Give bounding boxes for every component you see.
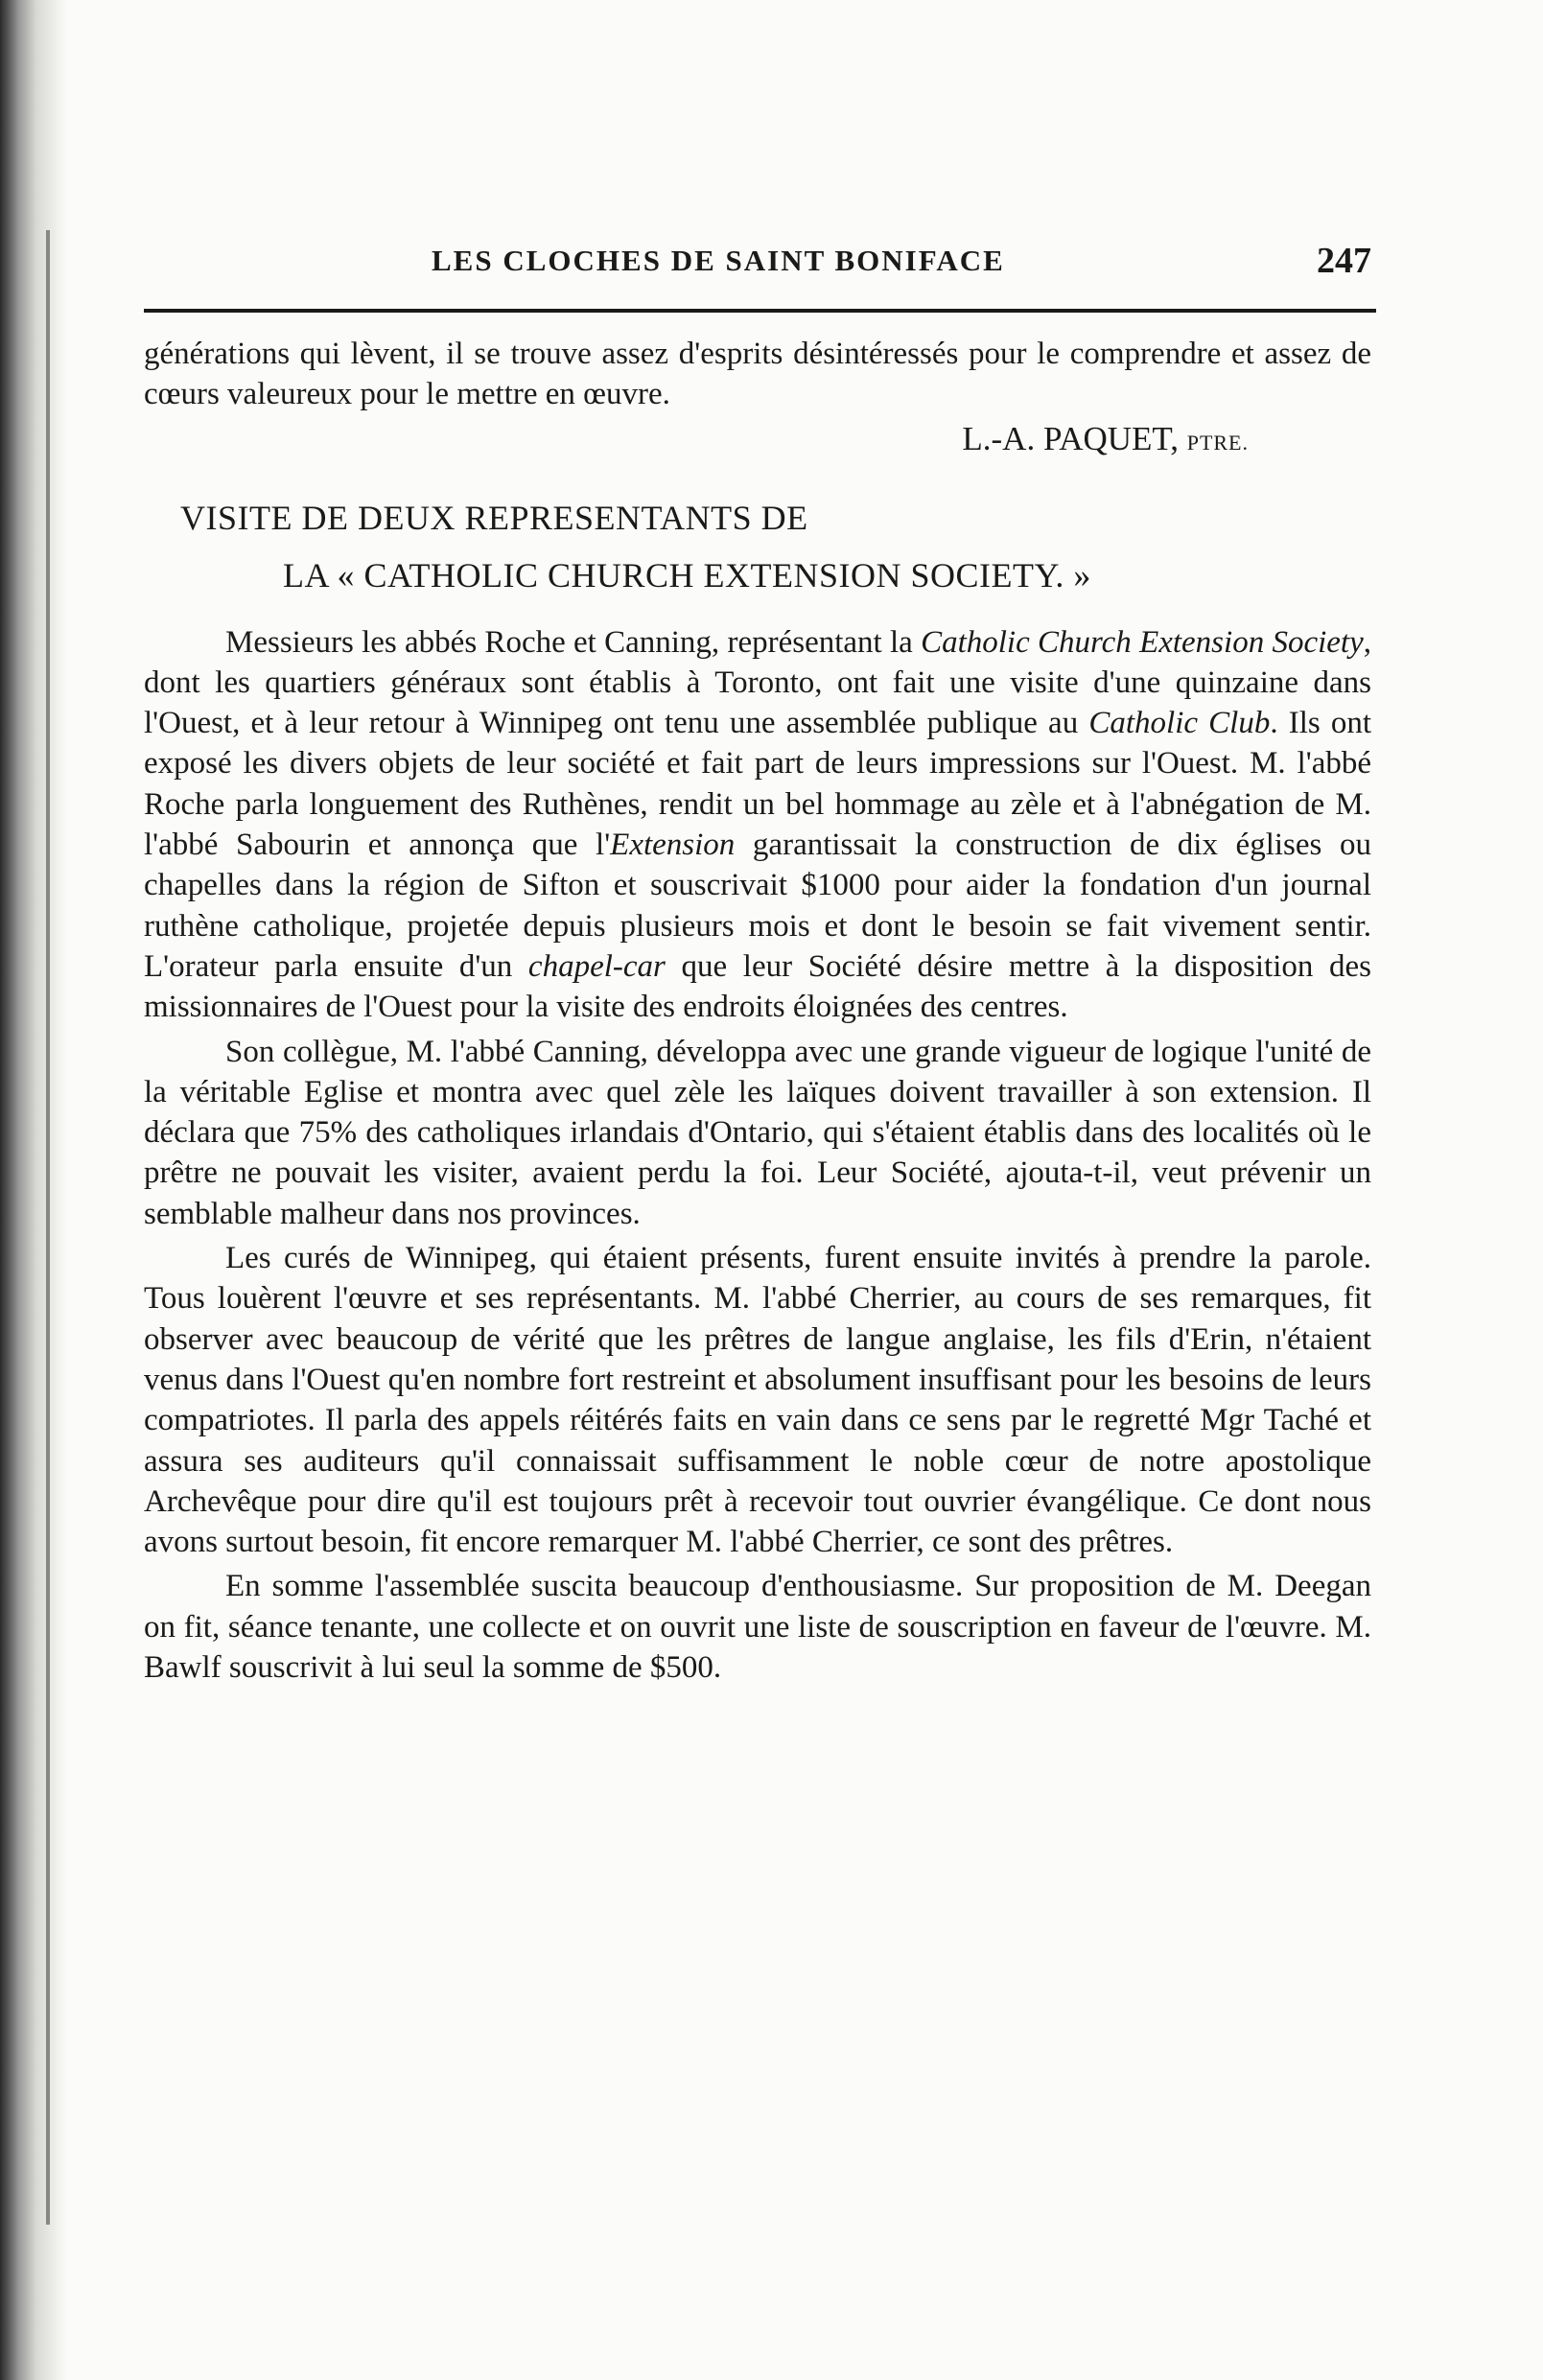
article-title-line-1: VISITE DE DEUX REPRESENTANTS DE bbox=[180, 498, 808, 537]
header-rule bbox=[144, 309, 1376, 313]
continuation-paragraph bbox=[144, 334, 1371, 415]
continuation-line-1: générations qui lèvent, il se trouve assez d'esprits désintéressés pour bbox=[144, 337, 1027, 371]
paragraph-2: Son collègue, M. l'abbé Canning, développa avec une grande vigueur de logique l'unité de la véritable Eglise et montra avec quel zèle les laïques doivent travailler à son extension. Il déclara que 75% des catholiques irlandais d'Ontario, qui s'étaient établis dans des localités où le prêtre ne pouvait les visiter, avaient perdu la foi. Leur Société, ajouta-t-il, veut prévenir un semblable malheur dans nos provinces. bbox=[144, 1034, 1371, 1231]
p1-italic-chapel-car: chapel-car bbox=[527, 948, 666, 984]
p1-text-i: que leur Société désire mettre à la disposition des missionnaires de l'Ouest pour la visite des endroits éloignées des centres. bbox=[144, 948, 1371, 1025]
p1-text-c: , dont les quartiers généraux sont établis à Toronto, ont fait une visite d'une quinzaine dans l'Ouest, et à leur retour à Winnipeg ont tenu une assemblée publique au bbox=[144, 624, 1371, 741]
continuation-line-2: le comprendre et assez de cœurs valeureux pour le mettre en œuvre. bbox=[144, 337, 1371, 412]
binding-edge-line bbox=[46, 230, 50, 2225]
p1-italic-extension: Extension bbox=[610, 828, 736, 863]
binding-shadow bbox=[0, 0, 67, 2380]
paragraph-3: Les curés de Winnipeg, qui étaient présents, furent ensuite invités à prendre la parole. Tous louèrent l'œuvre et ses représentants. M. l'abbé Cherrier, au cours de ses remarques, fit observer avec beaucoup de vérité que les prêtres de langue anglaise, les fils d'Erin, n'étaient venus dans l'Ouest qu'en nombre fort restreint et absolument insuffisant pour les besoins de leurs compatriotes. Il parla des appels réitérés faits en vain dans ce sens par le regretté Mgr Taché et assura ses auditeurs qu'il connaissait suffisamment le noble cœur de notre apostolique Archevêque pour dire qu'il est toujours prêt à recevoir tout ouvrier évangélique. Ce dont nous avons surtout besoin, fit encore remarquer M. l'abbé Cherrier, ce sont des prêtres. bbox=[144, 1241, 1371, 1560]
signature-name: L.-A. PAQUET, bbox=[962, 419, 1179, 457]
p1-text-a: Messieurs les abbés Roche et Canning, représentant la bbox=[225, 624, 922, 660]
paragraph-1 bbox=[144, 622, 1371, 1028]
p1-italic-society: Catholic Church Extension Society bbox=[921, 624, 1364, 660]
paragraph-4: En somme l'assemblée suscita beaucoup d'enthousiasme. Sur proposition de M. Deegan on fit, séance tenante, une collecte et on ouvrit une liste de souscription en faveur de l'œuvre. M. Bawlf souscrivit à lui seul la somme de $500. bbox=[144, 1569, 1371, 1686]
p1-text-e: . Ils ont exposé les divers objets de leur société et fait part de leurs impressions sur l'Ouest. M. l'abbé Roche parla longuement des Ruthènes, rendit un bel hommage au zèle et à l'abnégation de M. l'abbé Sabourin et annonça que l' bbox=[144, 706, 1372, 863]
p1-italic-club: Catholic Club bbox=[1088, 706, 1271, 741]
running-head: LES CLOCHES DE SAINT BONIFACE bbox=[432, 244, 1005, 277]
body-text bbox=[144, 334, 1371, 1688]
article-title-line-2: LA « CATHOLIC CHURCH EXTENSION SOCIETY. » bbox=[283, 555, 1091, 595]
signature-suffix: PTRE. bbox=[1186, 430, 1249, 455]
page-header bbox=[144, 240, 1371, 288]
p1-text-g: garantissait la construction de dix églises ou chapelles dans la région de Sifton et souscrivait $1000 pour aider la fondation d'un journal ruthène catholique, projetée depuis plusieurs mois et dont le besoin se fait vivement sentir. L'orateur parla ensuite d'un bbox=[144, 828, 1371, 984]
author-signature bbox=[144, 417, 1371, 465]
page-number: 247 bbox=[1317, 241, 1371, 281]
